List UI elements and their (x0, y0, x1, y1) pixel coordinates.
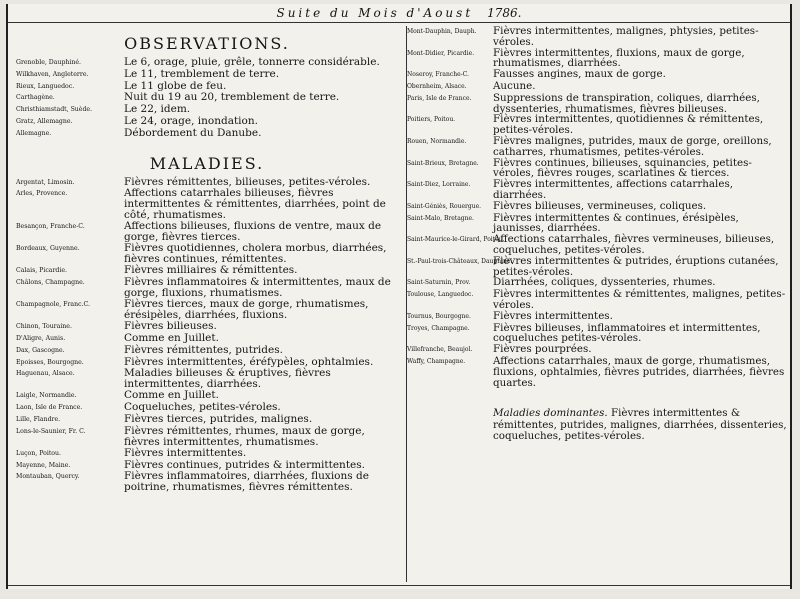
entry-place: Poitiers, Poitou. (407, 116, 456, 124)
entry-text: Fièvres continues, bilieuses, squinancies, petites-véroles, fièvres rouges, scarlatines & tierces. (493, 156, 752, 180)
entry-place: D'Aligre, Aunis. (16, 334, 66, 342)
entry-text: Le 22, idem. (124, 103, 191, 116)
entry-place: Rieux, Languedoc. (16, 82, 75, 90)
dominant-text: Fièvres intermittentes & rémittentes, putrides, malignes, diarrhées, dissenteries, coqueluches, petites-véroles. (493, 407, 787, 443)
entry-place: Rouen, Normandie. (407, 137, 467, 145)
entry-row (16, 345, 398, 357)
entry-text: Fièvres bilieuses, inflammatoires et intermittentes, coqueluches petites-véroles. (493, 321, 761, 345)
entry-text: Fièvres tierces, putrides, malignes. (124, 412, 313, 425)
entry-text: Fièvres intermittentes, affections catarrhales, diarrhées. (493, 178, 733, 201)
entry-text: Fièvres bilieuses. (124, 320, 217, 333)
entry-text: Fièvres inflammatoires & intermittentes, maux de gorge, fluxions, rhumatismes. (124, 276, 391, 300)
entry-row (407, 81, 789, 93)
entry-text: Fièvres intermittentes, éréfypèles, ophtalmies. (124, 355, 374, 368)
entry-place: Luçon, Poitou. (16, 449, 61, 457)
entry-place: Paris, Isle de France. (407, 94, 472, 102)
entry-text: Fièvres tierces, maux de gorge, rhumatismes, érésipèles, diarrhées, fluxions. (124, 298, 369, 322)
entry-place: Montauban, Quercy. (16, 473, 80, 481)
entry-row (407, 48, 789, 70)
entry-row (16, 243, 398, 265)
entry-text: Fièvres bilieuses, vermineuses, coliques. (493, 199, 707, 212)
entry-place: Mayenne, Maine. (16, 461, 71, 469)
entry-place: Haguenau, Alsace. (16, 370, 75, 378)
entry-text: Coqueluches, petites-véroles. (124, 401, 281, 414)
entry-place: Châlons, Champagne. (16, 279, 85, 287)
entry-text: Affections catarrhales, maux de gorge, rhumatismes, fluxions, ophtalmies, fièvres putrides, diarrhées, fièvres quartes. (493, 354, 785, 389)
entry-text: Fièvres milliaires & rémittentes. (124, 264, 298, 277)
entry-row (407, 179, 789, 201)
bottom-rule (8, 585, 790, 589)
entry-text: Affections bilieuses, fluxions de ventre, maux de gorge, fièvres tierces. (124, 220, 382, 244)
entry-place: Mont-Didier, Picardie. (407, 49, 475, 57)
running-header (8, 4, 790, 23)
entry-row (407, 256, 789, 278)
entry-row (16, 69, 398, 81)
observations-list (16, 57, 398, 140)
entry-text: Fièvres pourprées. (493, 343, 592, 356)
maladies-list-left (16, 177, 398, 494)
entry-place: Dax, Gascogne. (16, 346, 65, 354)
entry-text: Fièvres intermittentes & rémittentes, malignes, petites-véroles. (493, 288, 786, 311)
entry-place: Obernheim, Alsace. (407, 82, 467, 90)
entry-place: Epoisses, Bourgogne. (16, 358, 84, 366)
entry-row (407, 201, 789, 213)
left-column (16, 26, 398, 493)
entry-place: Lille, Flandre. (16, 415, 61, 423)
entry-place: Chinon, Touraine. (16, 323, 72, 331)
entry-place: Grenoble, Dauphiné. (16, 59, 81, 66)
entry-row (16, 299, 398, 321)
entry-row (16, 333, 398, 345)
right-column (406, 26, 789, 582)
entry-place: St.-Paul-trois-Châteaux, Dauphiné. (407, 257, 513, 265)
entry-row (407, 311, 789, 323)
entry-row (16, 188, 398, 221)
entry-text: Fièvres rémittentes, bilieuses, petites-véroles. (124, 175, 371, 188)
entry-text: Le 11, tremblement de terre. (124, 67, 280, 80)
dominant-diseases (493, 408, 789, 442)
entry-place: Waffy, Champagne. (407, 357, 466, 365)
entry-row (16, 471, 398, 493)
entry-row (407, 114, 789, 136)
entry-place: Tournus, Bourgogne. (407, 312, 471, 320)
entry-place: Allemagne. (16, 129, 52, 137)
entry-text: Nuit du 19 au 20, tremblement de terre. (124, 91, 340, 104)
entry-row (16, 448, 398, 460)
entry-text: Fièvres rémittentes, rhumes, maux de gorge, fièvres intermittentes, rhumatismes. (124, 424, 365, 448)
entry-place: Villefranche, Beaujol. (407, 346, 473, 354)
entry-row (407, 289, 789, 311)
observations-heading: OBSERVATIONS. (124, 34, 290, 53)
entry-row (16, 92, 398, 104)
entry-row (16, 368, 398, 390)
entry-text: Fièvres rémittentes, putrides. (124, 343, 283, 356)
entry-row (16, 116, 398, 128)
entry-row (407, 213, 789, 235)
entry-place: Carthagène. (16, 94, 55, 102)
entry-row (16, 277, 398, 299)
entry-row (16, 128, 398, 140)
entry-row (407, 234, 789, 256)
entry-text: Fièvres intermittentes. (124, 446, 247, 459)
entry-place: Calais, Picardie. (16, 267, 68, 275)
entry-text: Comme en Juillet. (124, 331, 219, 344)
entry-place: Besançon, Franche-C. (16, 223, 85, 231)
entry-place: Christhiamstadt, Suède. (16, 106, 93, 114)
entry-text: Fièvres quotidiennes, cholera morbus, diarrhées, fièvres continues, rémittentes. (124, 242, 387, 266)
entry-text: Le 6, orage, pluie, grêle, tonnerre considérable. (124, 56, 380, 68)
entry-row (407, 158, 789, 180)
entry-text: Aucune. (493, 79, 536, 92)
entry-place: Noseroy, Franche-C. (407, 71, 469, 79)
entry-row (407, 323, 789, 345)
entry-text: Le 11 globe de feu. (124, 79, 227, 92)
entry-text: Suppressions de transpiration, coliques, diarrhées, dyssenteries, rhumatismes, fièvres bilieuses. (493, 91, 760, 115)
entry-text: Fièvres intermittentes & putrides, éruptions cutanées, petites-véroles. (493, 254, 779, 278)
entry-text: Comme en Juillet. (124, 389, 219, 402)
entry-place: Saint-Maurice-le-Girard, Poitou. (407, 236, 505, 244)
entry-place: Laon, Isle de France. (16, 404, 83, 412)
entry-text: Fièvres intermittentes. (493, 309, 613, 322)
almanac-page (6, 4, 792, 589)
entry-text: Le 24, orage, inondation. (124, 114, 258, 127)
entry-place: Gratz, Allemagne. (16, 117, 73, 125)
entry-row (16, 414, 398, 426)
entry-text: Fièvres intermittentes, quotidiennes & rémittentes, petites-véroles. (493, 113, 764, 137)
running-year: 1786. (487, 6, 522, 20)
entry-place: Saint-Géniès, Rouergue. (407, 202, 482, 210)
entry-text: Fièvres inflammatoires, diarrhées, fluxions de poitrine, rhumatismes, fièvres rémittentes. (124, 470, 369, 494)
entry-place: Arles, Provence. (16, 190, 68, 198)
entry-row (407, 69, 789, 81)
entry-place: Mont-Dauphin, Dauph. (407, 28, 477, 35)
entry-place: Saint-Saturnin, Prov. (407, 279, 471, 287)
entry-text: Fièvres continues, putrides & intermittentes. (124, 458, 365, 471)
entry-text: Maladies bilieuses & éruptives, fièvres intermittentes, diarrhées. (124, 367, 331, 391)
entry-place: Champagnole, Franc.C. (16, 301, 91, 309)
entry-text: Diarrhées, coliques, dyssenteries, rhumes. (493, 276, 716, 289)
entry-text: Fausses angines, maux de gorge. (493, 68, 666, 81)
entry-place: Troyes, Champagne. (407, 324, 470, 332)
entry-place: Bordeaux, Guyenne. (16, 245, 80, 253)
entry-place: Wilkhaven, Angleterre. (16, 70, 89, 78)
entry-row (16, 426, 398, 448)
entry-place: Toulouse, Languedoc. (407, 291, 474, 299)
entry-place: Saint-Diez, Lorraine. (407, 181, 471, 189)
entry-place: Argentat, Limosin. (16, 178, 75, 186)
entry-text: Fièvres intermittentes, malignes, phtysies, petites-véroles. (493, 25, 759, 48)
running-title: Suite du Mois d'Aoust (276, 6, 474, 20)
entry-text: Fièvres malignes, putrides, maux de gorge, oreillons, catharres, rhumatismes, petites-véroles. (493, 134, 772, 158)
entry-text: Fièvres intermittentes, fluxions, maux de gorge, rhumatismes, diarrhées. (493, 46, 745, 70)
entry-row (16, 221, 398, 243)
entry-place: Saint-Malo, Bretagne. (407, 214, 474, 222)
entry-place: Saint-Brieux, Bretagne. (407, 159, 479, 167)
entry-text: Affections catarrhales, fièvres vermineuses, bilieuses, coqueluches, petites-véroles. (493, 233, 775, 256)
entry-place: Laigle, Normandie. (16, 392, 77, 400)
entry-row (407, 93, 789, 115)
entry-row (407, 136, 789, 158)
maladies-list-right (407, 26, 789, 388)
entry-place: Lons-le-Saunier, Fr. C. (16, 427, 86, 435)
maladies-heading: MALADIES. (149, 153, 265, 173)
entry-text: Affections catarrhales bilieuses, fièvres intermittentes & rémittentes, diarrhées, point de côté, rhumatismes. (124, 187, 386, 222)
entry-text: Débordement du Danube. (124, 126, 262, 139)
entry-row (407, 26, 789, 48)
dominant-label: Maladies dominantes. (493, 407, 608, 420)
entry-text: Fièvres intermittentes & continues, érésipèles, jaunisses, diarrhées. (493, 211, 739, 235)
entry-row (407, 356, 789, 388)
